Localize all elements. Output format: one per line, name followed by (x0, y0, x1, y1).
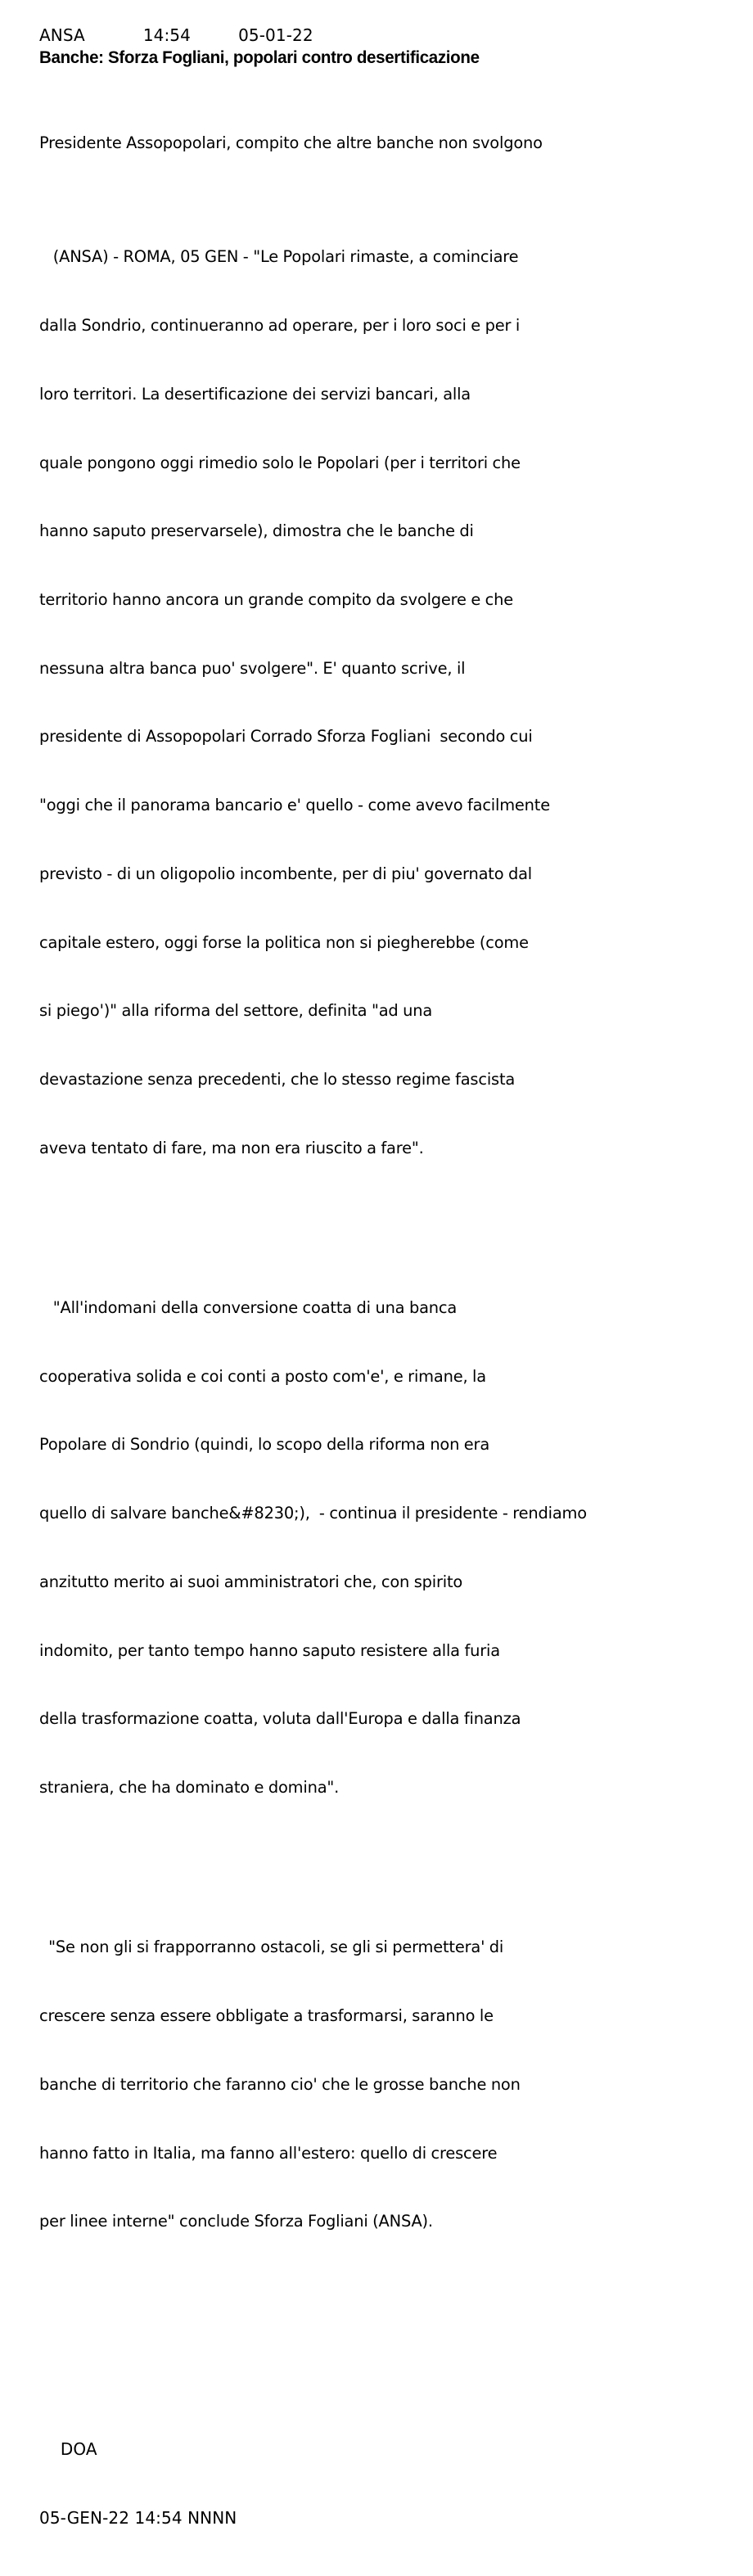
wire-byline: DOA (39, 2439, 97, 2460)
body-line: loro territori. La desertificazione dei servizi bancari, alla (39, 384, 471, 404)
body-line: straniera, che ha dominato e domina". (39, 1778, 340, 1798)
wire-paragraph-lead (39, 201, 735, 1206)
body-line: "Se non gli si frapporranno ostacoli, se gli si permettera' di (39, 1938, 504, 1957)
body-line: "oggi che il panorama bancario e' quello - come avevo facilmente (39, 796, 550, 815)
wire-subtitle: Presidente Assopopolari, compito che altre banche non svolgono (39, 133, 543, 152)
body-line: quale pongono oggi rimedio solo le Popolari (per i territori che (39, 453, 521, 472)
body-line: territorio hanno ancora un grande compito da svolgere e che (39, 589, 514, 609)
body-line: cooperativa solida e coi conti a posto com'e', e rimane, la (39, 1366, 486, 1386)
body-line: "All'indomani della conversione coatta di una banca (39, 1298, 458, 1318)
body-line: nessuna altra banca puo' svolgere". E' quanto scrive, il (39, 658, 466, 678)
body-line: della trasformazione coatta, voluta dall'Europa e dalla finanza (39, 1709, 521, 1729)
body-line: (ANSA) - ROMA, 05 GEN - "Le Popolari rimaste, a cominciare (39, 247, 519, 267)
body-line: hanno saputo preservarsele), dimostra che le banche di (39, 521, 474, 541)
body-line: dalla Sondrio, continueranno ad operare, per i loro soci e per i (39, 316, 521, 336)
body-line: devastazione senza precedenti, che lo stesso regime fascista (39, 1069, 516, 1089)
wire-footer (39, 2325, 735, 2576)
body-line: per linee interne" conclude Sforza Fogliani (ANSA). (39, 2212, 433, 2231)
body-line: crescere senza essere obbligate a trasformarsi, saranno le (39, 2006, 494, 2026)
body-line: indomito, per tanto tempo hanno saputo resistere alla furia (39, 1640, 500, 1660)
body-line: banche di territorio che faranno cio' che le grosse banche non (39, 2074, 521, 2094)
wire-header (39, 25, 735, 69)
footer-spacer (39, 2371, 735, 2393)
wire-paragraph-second (39, 1251, 735, 1845)
wire-endline: 05-GEN-22 14:54 NNNN (39, 2508, 237, 2529)
wire-paragraph-third (39, 1891, 735, 2279)
body-line: si piego')" alla riforma del settore, definita "ad una (39, 1001, 433, 1021)
body-line: capitale estero, oggi forse la politica non si piegherebbe (come (39, 932, 529, 952)
body-line: hanno fatto in Italia, ma fanno all'estero: quello di crescere (39, 2143, 498, 2163)
body-line: anzitutto merito ai suoi amministratori che, con spirito (39, 1572, 463, 1591)
wire-body (39, 86, 735, 2325)
wire-slugline: ANSA 14:54 05-01-22 (39, 25, 313, 45)
body-line: aveva tentato di fare, ma non era riuscito a fare". (39, 1138, 424, 1157)
wire-headline: Banche: Sforza Fogliani, popolari contro desertificazione (39, 47, 480, 67)
body-line: quello di salvare banche&#8230;), - continua il presidente - rendiamo (39, 1504, 587, 1523)
body-line: presidente di Assopopolari Corrado Sforza Fogliani secondo cui (39, 727, 533, 747)
body-line: Popolare di Sondrio (quindi, lo scopo della riforma non era (39, 1435, 490, 1455)
body-line: previsto - di un oligopolio incombente, per di piu' governato dal (39, 864, 533, 883)
